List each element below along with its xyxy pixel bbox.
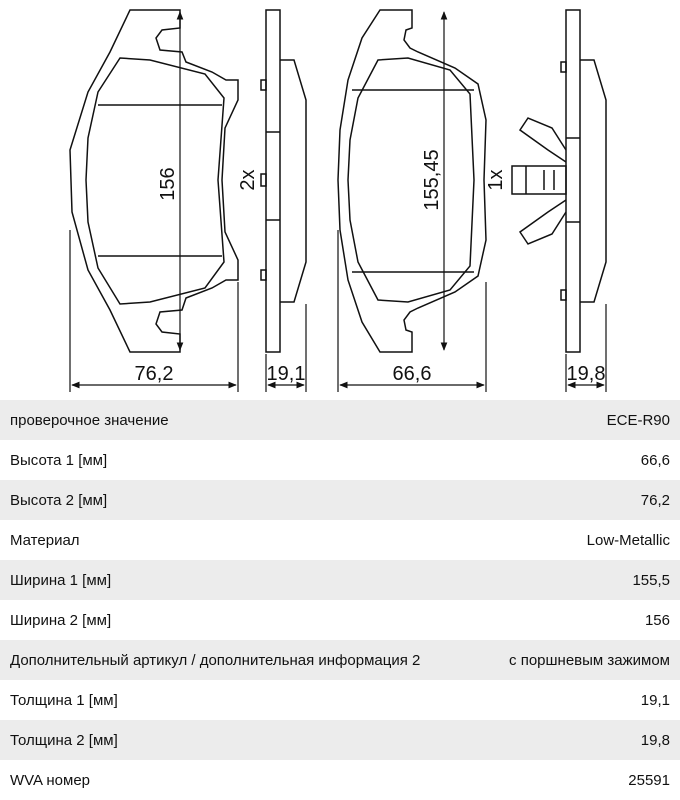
- pad1-qty-label: 2x: [237, 169, 259, 191]
- spec-row: [0, 600, 680, 640]
- spec-label: Толщина 1 [мм]: [10, 691, 118, 709]
- spec-label: Ширина 2 [мм]: [10, 611, 112, 629]
- spec-row: [0, 440, 680, 480]
- spec-label: Толщина 2 [мм]: [10, 731, 118, 749]
- spec-row: [0, 480, 680, 520]
- spec-value: 25591: [628, 771, 670, 789]
- pad2-width-label: 66,6: [392, 363, 432, 385]
- spec-table: [0, 400, 680, 800]
- pad1-height-label: 156: [157, 167, 179, 201]
- spec-value: 66,6: [640, 451, 670, 469]
- spec-label: Высота 1 [мм]: [10, 451, 108, 469]
- spec-value: ECE-R90: [606, 411, 670, 429]
- spec-label: Материал: [10, 531, 80, 549]
- spec-row: [0, 520, 680, 560]
- pad2-height-label: 155,45: [421, 149, 443, 211]
- pad2-qty-label: 1x: [485, 169, 507, 191]
- spec-label: Ширина 1 [мм]: [10, 571, 112, 589]
- spec-row: [0, 680, 680, 720]
- spec-row: [0, 760, 680, 800]
- spec-label: проверочное значение: [10, 411, 169, 429]
- spec-label: Дополнительный артикул / дополнительная информация 2: [10, 651, 421, 669]
- pad1-thickness-label: 19,1: [266, 363, 306, 385]
- pad1-side-view: [261, 10, 306, 352]
- spec-row: [0, 560, 680, 600]
- spec-value: Low-Metallic: [586, 531, 670, 549]
- pad2-thickness-label: 19,8: [566, 363, 606, 385]
- spec-label: WVA номер: [10, 771, 91, 789]
- spec-label: Высота 2 [мм]: [10, 491, 108, 509]
- spec-value: 155,5: [632, 571, 670, 589]
- spec-row: [0, 720, 680, 760]
- spec-value: с поршневым зажимом: [509, 651, 670, 669]
- spec-value: 156: [644, 611, 670, 629]
- pad1-friction-material: [86, 58, 224, 304]
- pad2-side-view: [561, 10, 606, 352]
- spec-row: [0, 400, 680, 440]
- spec-value: 19,1: [640, 691, 670, 709]
- spec-row: [0, 640, 680, 680]
- spec-value: 19,8: [640, 731, 670, 749]
- pad2-friction-material: [348, 58, 474, 302]
- spec-value: 76,2: [640, 491, 670, 509]
- piston-clip: [512, 118, 566, 244]
- pad1-width-label: 76,2: [134, 363, 174, 385]
